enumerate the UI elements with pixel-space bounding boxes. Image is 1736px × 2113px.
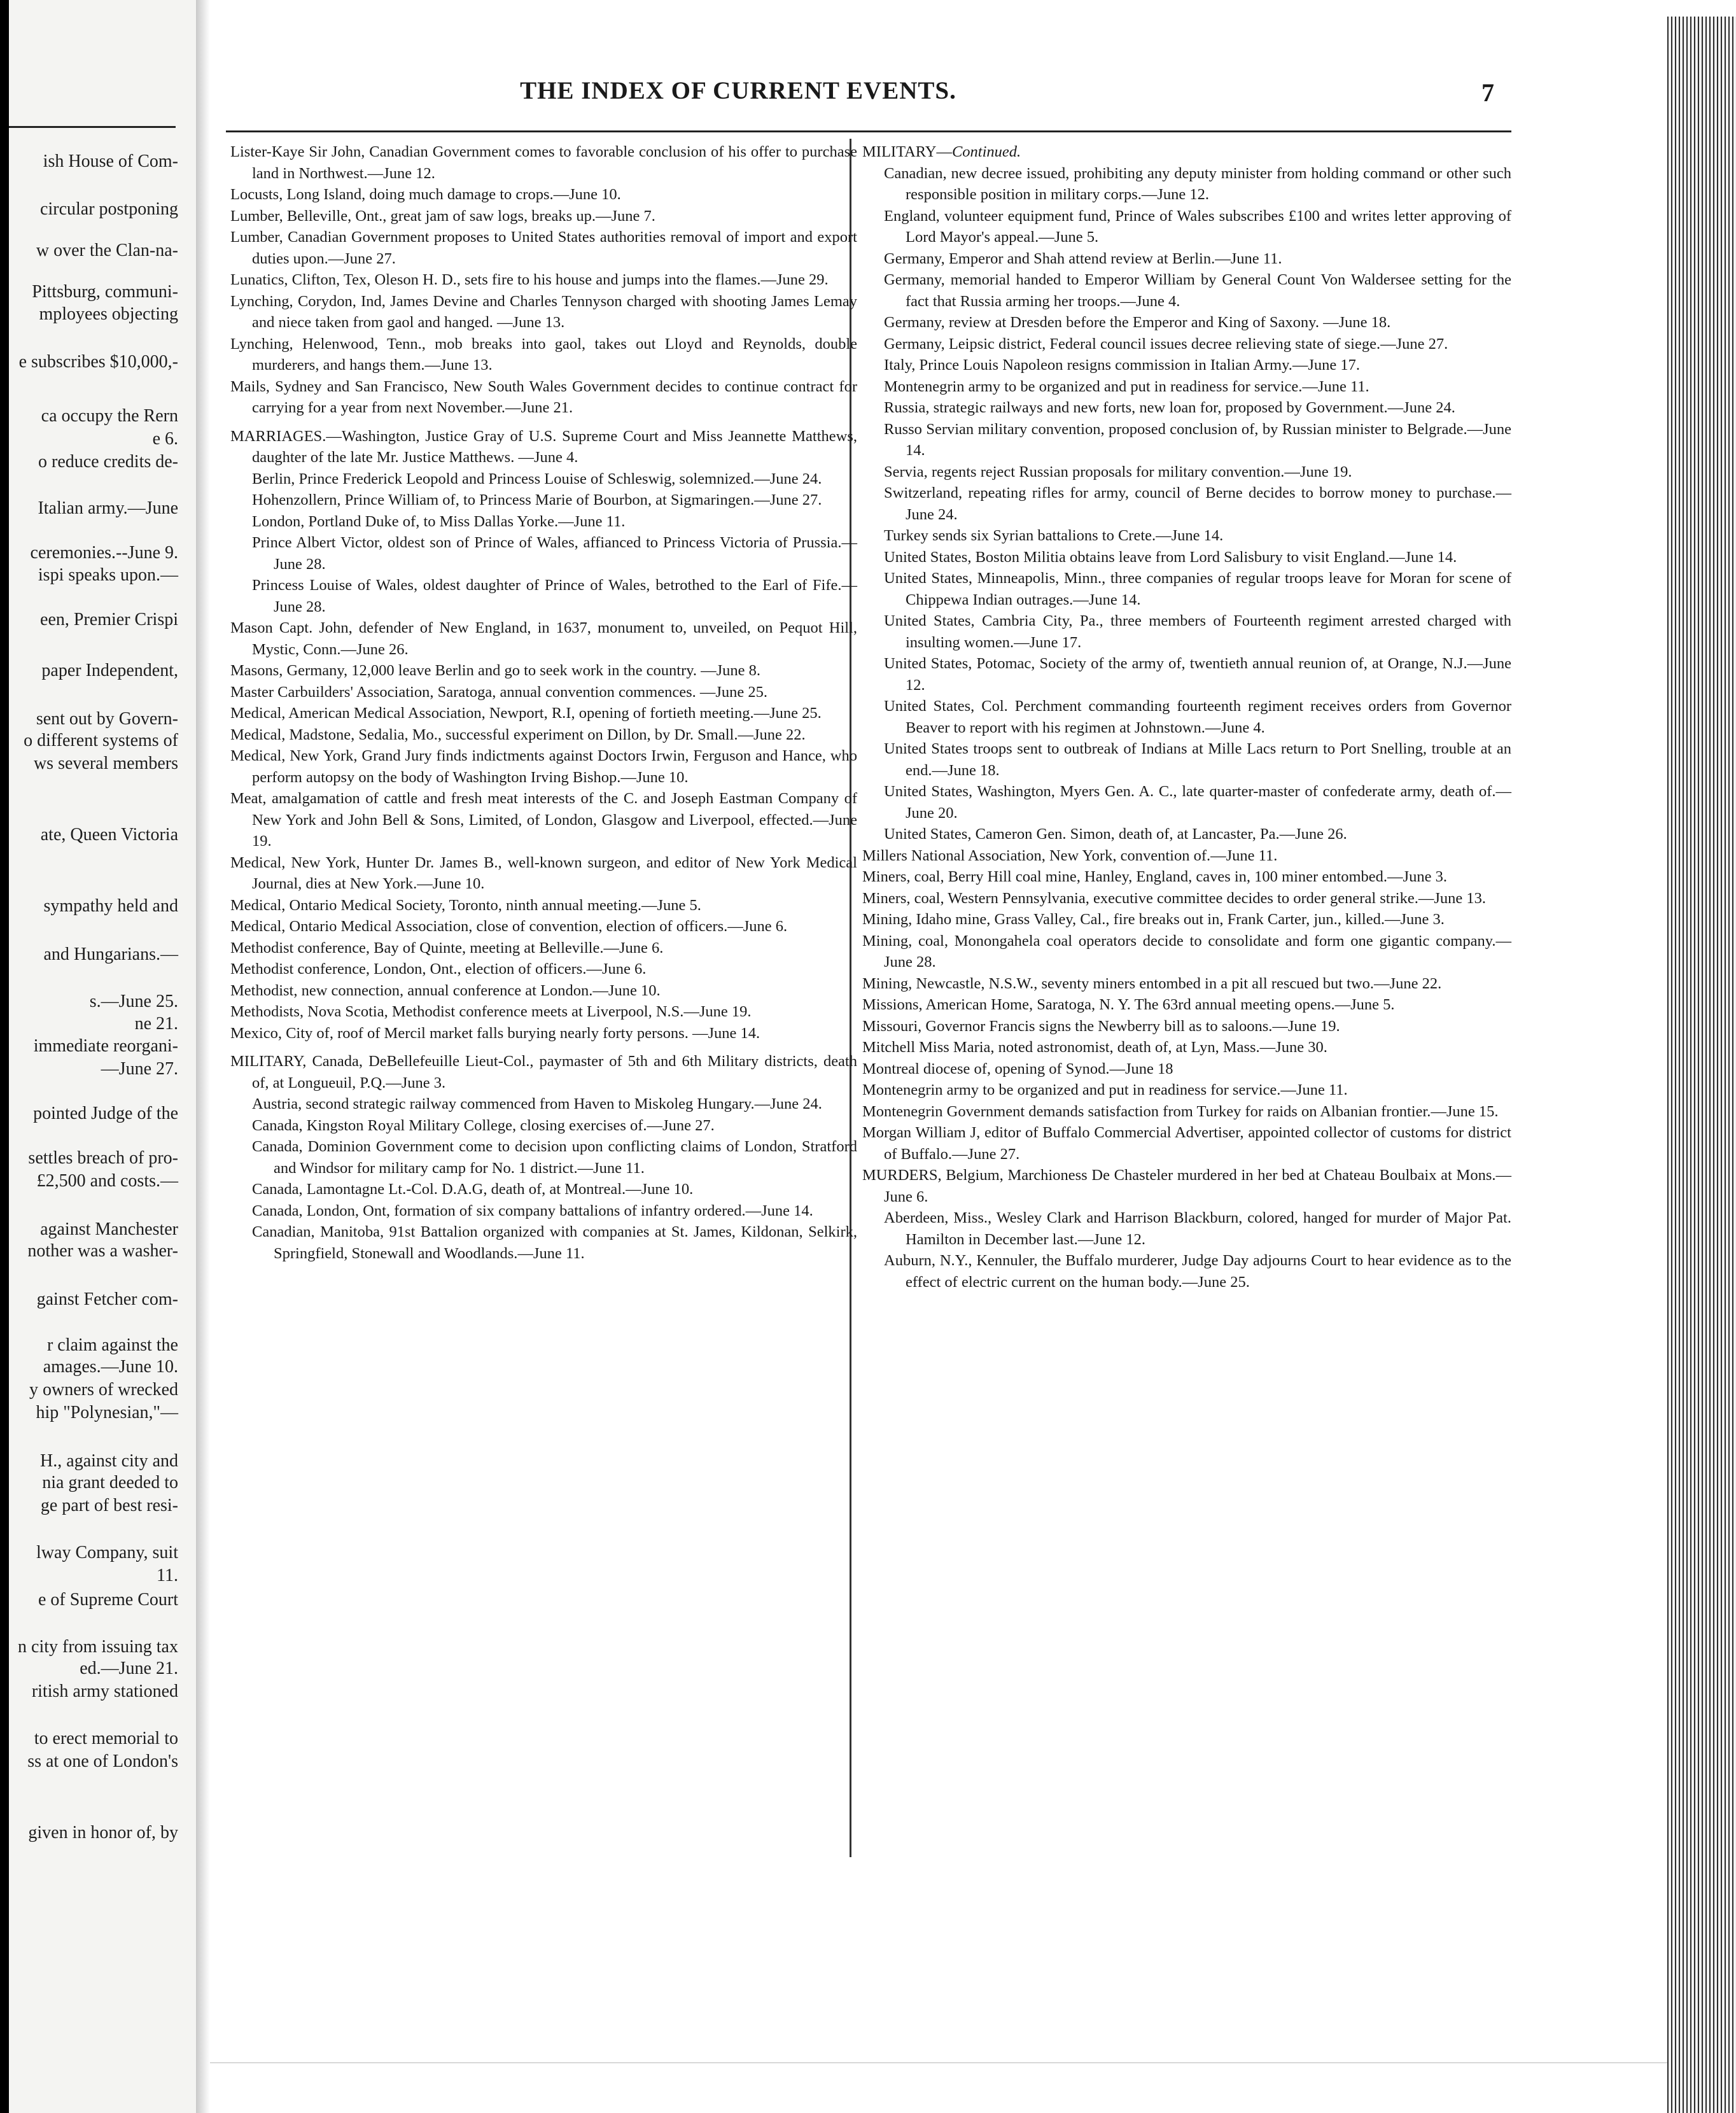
- index-entry: Master Carbuilders' Association, Saratoga, annual convention commences. —June 25.: [230, 683, 768, 701]
- index-entry: Mining, Newcastle, N.S.W., seventy miners entombed in a pit all rescued but two.—June 22.: [862, 974, 1442, 992]
- index-entry: Germany, Leipsic district, Federal council issues decree relieving state of siege.—June 27.: [884, 335, 1448, 353]
- previous-page-text-line: and Hungarians.—: [43, 944, 178, 964]
- index-entry: Medical, Madstone, Sedalia, Mo., successful experiment on Dillon, by Dr. Small.—June 22.: [230, 726, 806, 743]
- previous-page-rule: [9, 126, 176, 128]
- index-entry: Canadian, new decree issued, prohibiting any deputy minister from holding command or other such responsible position in military corps.—June 12.: [884, 164, 1511, 203]
- index-entry: Canada, London, Ont, formation of six company battalions of infantry ordered.—June 14.: [252, 1202, 813, 1219]
- previous-page-text-line: e subscribes $10,000,-: [18, 352, 178, 372]
- index-entry: Austria, second strategic railway commenced from Haven to Miskoleg Hungary.—June 24.: [252, 1095, 822, 1113]
- index-entry: United States, Washington, Myers Gen. A. C., late quarter-master of confederate army, death of.—June 20.: [884, 783, 1511, 822]
- index-entry: Montenegrin army to be organized and put in readiness for service.—June 11.: [862, 1081, 1348, 1099]
- index-entry: Germany, review at Dresden before the Emperor and King of Saxony. —June 18.: [884, 314, 1391, 331]
- index-entry: Mason Capt. John, defender of New England, in 1637, monument to, unveiled, on Pequot Hill, Mystic, Conn.—June 26.: [230, 619, 857, 658]
- previous-page-text-line: paper Independent,: [41, 661, 178, 680]
- previous-page-text-line: settles breach of pro-: [28, 1148, 178, 1168]
- index-entry: Medical, New York, Hunter Dr. James B., well-known surgeon, and editor of New York Medical Journal, dies at New York.—June 10.: [230, 853, 857, 892]
- previous-page-text-line: hip "Polynesian,"—: [36, 1403, 178, 1422]
- previous-page-text-line: gainst Fetcher com-: [36, 1289, 178, 1309]
- page-title: THE INDEX OF CURRENT EVENTS.: [520, 77, 956, 104]
- index-entry: Medical, Ontario Medical Association, close of convention, election of officers.—June 6.: [230, 918, 788, 935]
- index-entry: Canada, Kingston Royal Military College, closing exercises of.—June 27.: [252, 1116, 715, 1134]
- previous-page-text-line: Italian army.—June: [38, 498, 178, 518]
- index-entry: Turkey sends six Syrian battalions to Crete.—June 14.: [884, 527, 1224, 544]
- index-entry: United States, Potomac, Society of the army of, twentieth annual reunion of, at Orange, N.J.—June 12.: [884, 655, 1511, 694]
- index-entry: Meat, amalgamation of cattle and fresh meat interests of the C. and Joseph Eastman Company of New York and John Bell & Sons, Limited, of London, Glasgow and Liverpool, effected.—June 19.: [230, 790, 857, 850]
- index-entry: England, volunteer equipment fund, Prince of Wales subscribes £100 and writes letter approving of Lord Mayor's appeal.—June 5.: [884, 207, 1511, 246]
- index-entry: Millers National Association, New York, convention of.—June 11.: [862, 846, 1278, 864]
- index-entry: United States, Col. Perchment commanding fourteenth regiment receives orders from Governor Beaver to report with his regimen at Johnstown.—June 4.: [884, 698, 1511, 736]
- previous-page-text-line: r claim against the: [46, 1335, 178, 1355]
- previous-page-text-line: ed.—June 21.: [80, 1659, 178, 1678]
- index-entry: Montenegrin Government demands satisfaction from Turkey for raids on Albanian frontier.—June 15.: [862, 1102, 1499, 1120]
- previous-page-text-line: nia grant deeded to: [42, 1473, 178, 1492]
- index-entry: MURDERS, Belgium, Marchioness De Chasteler murdered in her bed at Chateau Boulbaix at Mons.—June 6.: [862, 1167, 1511, 1205]
- index-entry: Medical, New York, Grand Jury finds indictments against Doctors Irwin, Ferguson and Hance, who perform autopsy on the body of Washington Irving Bishop.—June 10.: [230, 747, 857, 786]
- previous-page-text-line: lway Company, suit: [36, 1543, 178, 1562]
- previous-page-text-line: ritish army stationed: [31, 1681, 178, 1701]
- index-entry: Canadian, Manitoba, 91st Battalion organized with companies at St. James, Kildonan, Selkirk, Springfield, Stonewall and Woodlands.—June 11.: [252, 1223, 857, 1262]
- index-entry: Miners, coal, Berry Hill coal mine, Hanley, England, caves in, 100 miner entombed.—June 3.: [862, 868, 1447, 885]
- index-entry: Servia, regents reject Russian proposals for military convention.—June 19.: [884, 463, 1352, 481]
- index-entry: Auburn, N.Y., Kennuler, the Buffalo murderer, Judge Day adjourns Court to hear evidence as to the effect of electric current on the human body.—June 25.: [884, 1252, 1511, 1291]
- previous-page-text-line: immediate reorgani-: [33, 1036, 178, 1056]
- previous-page-text-line: amages.—June 10.: [43, 1357, 178, 1377]
- index-entry: Germany, Emperor and Shah attend review at Berlin.—June 11.: [884, 249, 1282, 267]
- index-entry: Methodist, new connection, annual conference at London.—June 10.: [230, 981, 661, 999]
- previous-page-text-line: given in honor of, by: [28, 1823, 178, 1843]
- index-entry: Medical, American Medical Association, Newport, R.I, opening of fortieth meeting.—June 25.: [230, 705, 822, 722]
- index-entry: United States, Minneapolis, Minn., three companies of regular troops leave for Moran for scene of Chippewa Indian outrages.—June 14.: [884, 570, 1511, 608]
- index-entry: Montreal diocese of, opening of Synod.—June 18: [862, 1060, 1173, 1078]
- previous-page-text-line: to erect memorial to: [34, 1729, 178, 1748]
- index-entry: Missouri, Governor Francis signs the Newberry bill as to saloons.—June 19.: [862, 1017, 1340, 1035]
- index-entry: Missions, American Home, Saratoga, N. Y. The 63rd annual meeting opens.—June 5.: [862, 996, 1395, 1013]
- binding-gutter: [0, 0, 9, 2113]
- index-entry: MILITARY, Canada, DeBellefeuille Lieut-Col., paymaster of 5th and 6th Military districts, death of, at Longueuil, P.Q.—June 3.: [230, 1053, 857, 1092]
- previous-page-text-line: ate, Queen Victoria: [40, 825, 178, 845]
- index-entry: London, Portland Duke of, to Miss Dallas Yorke.—June 11.: [252, 512, 626, 530]
- index-entry: United States, Cameron Gen. Simon, death of, at Lancaster, Pa.—June 26.: [884, 825, 1347, 843]
- previous-page-text-line: ss at one of London's: [27, 1751, 178, 1771]
- previous-page-text-line: ws several members: [33, 754, 178, 773]
- previous-page-text-line: £2,500 and costs.—: [36, 1171, 178, 1191]
- index-entry: United States, Boston Militia obtains leave from Lord Salisbury to visit England.—June 14.: [884, 548, 1457, 566]
- index-entry: Italy, Prince Louis Napoleon resigns commission in Italian Army.—June 17.: [884, 356, 1361, 374]
- index-entry: United States, Cambria City, Pa., three members of Fourteenth regiment arrested charged with insulting women.—June 17.: [884, 612, 1511, 651]
- previous-page-text-line: Pittsburg, communi-: [32, 282, 178, 302]
- index-entry: Princess Louise of Wales, oldest daughter of Prince of Wales, betrothed to the Earl of Fife.—June 28.: [252, 577, 857, 615]
- previous-page-text-line: een, Premier Crispi: [40, 610, 178, 629]
- index-entry: Prince Albert Victor, oldest son of Prince of Wales, affianced to Princess Victoria of Prussia.—June 28.: [252, 534, 857, 573]
- bottom-margin-rule: [210, 2062, 1667, 2063]
- index-entry: Mexico, City of, roof of Mercil market falls burying nearly forty persons. —June 14.: [230, 1024, 760, 1042]
- index-entry: MARRIAGES.—Washington, Justice Gray of U.S. Supreme Court and Miss Jeannette Matthews, daughter of the late Mr. Justice Matthews. —June 4.: [230, 427, 857, 466]
- previous-page-text-line: pointed Judge of the: [33, 1104, 178, 1123]
- previous-page-text-line: sent out by Govern-: [36, 709, 178, 729]
- previous-page-text-line: —June 27.: [101, 1059, 178, 1079]
- index-entry: Mining, coal, Monongahela coal operators decide to consolidate and form one gigantic company.—June 28.: [862, 932, 1511, 971]
- previous-page-text-line: mployees objecting: [39, 304, 178, 324]
- index-entry: Miners, coal, Western Pennsylvania, executive committee decides to order general strike.—June 13.: [862, 889, 1486, 907]
- previous-page-text-line: circular postponing: [40, 199, 178, 219]
- previous-page-text-line: ge part of best resi-: [40, 1496, 178, 1515]
- index-entry: Lumber, Belleville, Ont., great jam of saw logs, breaks up.—June 7.: [230, 207, 655, 225]
- section-heading-military-continued: MILITARY—Continued.: [862, 143, 1021, 160]
- index-entry: Methodists, Nova Scotia, Methodist conference meets at Liverpool, N.S.—June 19.: [230, 1003, 752, 1020]
- previous-page-text-line: e 6.: [152, 429, 178, 449]
- index-entry: Medical, Ontario Medical Society, Toronto, ninth annual meeting.—June 5.: [230, 896, 701, 914]
- index-entry: Methodist conference, Bay of Quinte, meeting at Belleville.—June 6.: [230, 939, 664, 957]
- book-spine-shadow: [196, 0, 210, 2113]
- previous-page-text-line: ca occupy the Rern: [41, 406, 178, 426]
- previous-page-text-line: sympathy held and: [43, 896, 178, 916]
- previous-page-text-line: ceremonies.--June 9.: [30, 543, 178, 563]
- index-entry: Lumber, Canadian Government proposes to United States authorities removal of import and export duties upon.—June 27.: [230, 228, 857, 267]
- previous-page-text-line: o reduce credits de-: [38, 452, 178, 472]
- index-entry: Germany, memorial handed to Emperor William by General Count Von Waldersee setting for the fact that Russia arming her troops.—June 4.: [884, 271, 1511, 310]
- index-entry: Canada, Lamontagne Lt.-Col. D.A.G, death of, at Montreal.—June 10.: [252, 1181, 694, 1198]
- index-entry: Switzerland, repeating rifles for army, council of Berne decides to borrow money to purchase.—June 24.: [884, 484, 1511, 523]
- previous-page-text-line: against Manchester: [40, 1219, 178, 1239]
- index-entry: Russia, strategic railways and new forts, new loan for, proposed by Government.—June 24.: [884, 399, 1455, 416]
- previous-page-text-line: 11.: [157, 1566, 178, 1585]
- previous-page-text-line: ne 21.: [134, 1014, 178, 1034]
- previous-page-text-line: H., against city and: [40, 1451, 178, 1471]
- previous-page-text-line: nother was a washer-: [27, 1241, 178, 1261]
- previous-page-fragment: [9, 0, 206, 2113]
- index-entry: Berlin, Prince Frederick Leopold and Princess Louise of Schleswig, solemnized.—June 24.: [252, 470, 822, 488]
- previous-page-text-line: s.—June 25.: [89, 992, 178, 1011]
- index-entry: United States troops sent to outbreak of Indians at Mille Lacs return to Port Snelling, trouble at an end.—June 18.: [884, 740, 1511, 779]
- index-entry: Aberdeen, Miss., Wesley Clark and Harrison Blackburn, colored, hanged for murder of Major Pat. Hamilton in December last.—June 12.: [884, 1209, 1511, 1248]
- header-rule: [226, 130, 1511, 132]
- index-entry: Lynching, Corydon, Ind, James Devine and Charles Tennyson charged with shooting James Lemay and niece taken from gaol and hanged. —June 13.: [230, 292, 857, 331]
- previous-page-text-line: n city from issuing tax: [18, 1637, 178, 1657]
- index-entry: Montenegrin army to be organized and put in readiness for service.—June 11.: [884, 377, 1369, 395]
- previous-page-text-line: w over the Clan-na-: [36, 241, 178, 260]
- index-entry: Mitchell Miss Maria, noted astronomist, death of, at Lyn, Mass.—June 30.: [862, 1039, 1327, 1056]
- index-entry: Methodist conference, London, Ont., election of officers.—June 6.: [230, 960, 647, 978]
- index-entry: Lunatics, Clifton, Tex, Oleson H. D., sets fire to his house and jumps into the flames.—June 29.: [230, 271, 829, 288]
- previous-page-text-line: ish House of Com-: [43, 151, 178, 171]
- index-entry: Hohenzollern, Prince William of, to Princess Marie of Bourbon, at Sigmaringen.—June 27.: [252, 491, 822, 509]
- index-entry: Lynching, Helenwood, Tenn., mob breaks into gaol, takes out Lloyd and Reynolds, double murderers, and hangs them.—June 13.: [230, 335, 857, 374]
- index-entry: Mining, Idaho mine, Grass Valley, Cal., fire breaks out in, Frank Carter, jun., killed.—June 3.: [862, 911, 1445, 928]
- page-edges: [1667, 0, 1736, 2113]
- right-column: [862, 141, 1511, 1293]
- previous-page-text-line: y owners of wrecked: [29, 1380, 178, 1400]
- index-entry: Russo Servian military convention, proposed conclusion of, by Russian minister to Belgrade.—June 14.: [884, 420, 1511, 459]
- index-entry: Canada, Dominion Government come to decision upon conflicting claims of London, Stratford and Windsor for military camp for No. 1 district.—June 11.: [252, 1138, 857, 1177]
- previous-page-text-line: e of Supreme Court: [38, 1590, 178, 1610]
- index-entry: Morgan William J, editor of Buffalo Commercial Advertiser, appointed collector of customs for district of Buffalo.—June 27.: [862, 1124, 1511, 1163]
- previous-page-text-line: o different systems of: [24, 731, 178, 750]
- index-entry: Lister-Kaye Sir John, Canadian Government comes to favorable conclusion of his offer to purchase land in Northwest.—June 12.: [230, 143, 857, 182]
- index-entry: Mails, Sydney and San Francisco, New South Wales Government decides to continue contract for carrying for a year from next November.—June 21.: [230, 377, 857, 416]
- left-column: [230, 141, 857, 1264]
- index-entry: Masons, Germany, 12,000 leave Berlin and go to seek work in the country. —June 8.: [230, 662, 761, 679]
- index-entry: Locusts, Long Island, doing much damage to crops.—June 10.: [230, 186, 621, 203]
- previous-page-text-line: ispi speaks upon.—: [38, 565, 178, 585]
- page-number: 7: [1481, 78, 1494, 107]
